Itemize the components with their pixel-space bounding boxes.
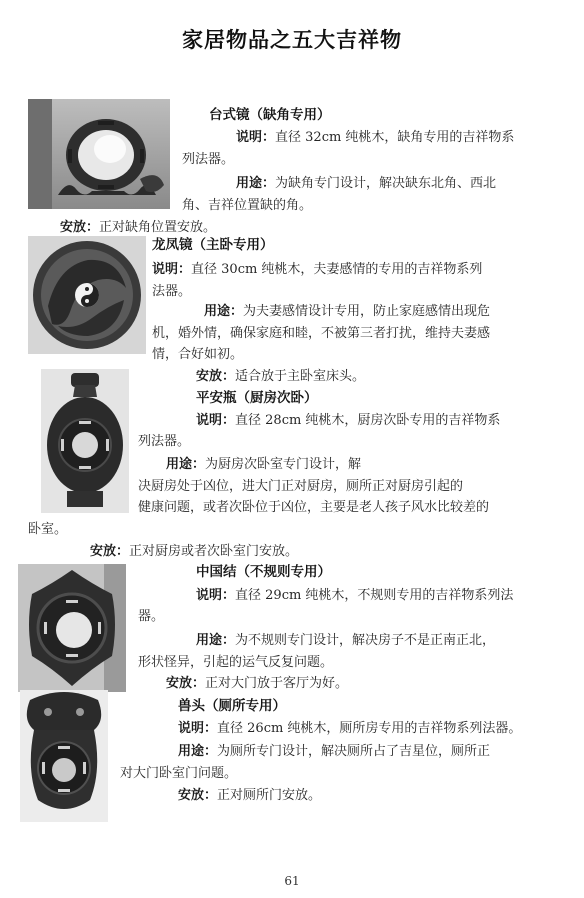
item-heading: 台式镜（缺角专用） — [209, 107, 331, 123]
item-description: 说明：直径 28cm 纯桃木，厨房次卧专用的吉祥物系 — [196, 413, 501, 428]
page-number: 61 — [284, 874, 300, 888]
item-description-cont: 列法器。 — [138, 434, 191, 449]
item-heading: 中国结（不规则专用） — [196, 564, 331, 580]
item-usage: 用途：为厕所专门设计，解决厕所占了吉星位，厕所正 — [178, 744, 491, 759]
item-placement: 安放：正对缺角位置安放。 — [60, 220, 217, 235]
item-description: 说明：直径 26cm 纯桃木，厕所房专用的吉祥物系列法器。 — [178, 721, 522, 736]
item-description-cont: 法器。 — [152, 284, 192, 299]
item-heading: 平安瓶（厨房次卧） — [196, 390, 318, 406]
item-description-cont: 列法器。 — [182, 152, 235, 167]
item-usage-cont: 形状怪异，引起的运气反复问题。 — [138, 655, 334, 670]
item-heading: 兽头（厕所专用） — [178, 698, 286, 714]
item-usage: 用途：为不规则专门设计，解决房子不是正南正北， — [196, 633, 496, 648]
item-description: 说明：直径 29cm 纯桃木，不规则专用的吉祥物系列法 — [196, 588, 514, 603]
item-description: 说明：直径 32cm 纯桃木，缺角专用的吉祥物系 — [236, 130, 515, 145]
item-usage-cont: 对大门卧室门问题。 — [120, 766, 238, 781]
item-usage-cont: 健康问题，或者次卧位于凶位，主要是老人孩子风水比较差的 — [138, 500, 490, 515]
item-usage-cont: 决厨房处于凶位，进大门正对厨房，厕所正对厨房引起的 — [138, 479, 464, 494]
item-description-cont: 器。 — [138, 609, 165, 624]
item-usage-cont: 角、吉祥位置缺的角。 — [182, 198, 313, 213]
item-placement: 安放：正对厨房或者次卧室门安放。 — [90, 544, 299, 559]
item-description: 说明：直径 30cm 纯桃木，夫妻感情的专用的吉祥物系列 — [152, 262, 483, 277]
item-usage-cont: 机，婚外情，确保家庭和睦，不被第三者打扰，维持夫妻感 — [152, 326, 491, 341]
desk-mirror-photo — [28, 99, 170, 209]
page-title: 家居物品之五大吉祥物 — [182, 28, 402, 52]
chinese-knot-photo — [18, 564, 126, 692]
item-usage-cont: 情，合好如初。 — [152, 347, 244, 362]
item-usage: 用途：为夫妻感情设计专用，防止家庭感情出现危 — [204, 304, 491, 319]
item-usage-cont: 卧室。 — [28, 522, 68, 537]
item-placement: 安放：适合放于主卧室床头。 — [196, 369, 366, 384]
peace-vase-photo — [41, 369, 129, 513]
beast-head-photo — [20, 690, 108, 822]
dragon-phoenix-mirror-photo — [28, 236, 146, 354]
item-placement: 安放：正对厕所门安放。 — [178, 788, 322, 803]
item-heading: 龙凤镜（主卧专用） — [152, 237, 274, 253]
item-usage: 用途：为缺角专门设计，解决缺东北角、西北 — [236, 176, 497, 191]
item-placement: 安放：正对大门放于客厅为好。 — [166, 676, 349, 691]
item-usage: 用途：为厨房次卧室专门设计，解 — [166, 457, 362, 472]
